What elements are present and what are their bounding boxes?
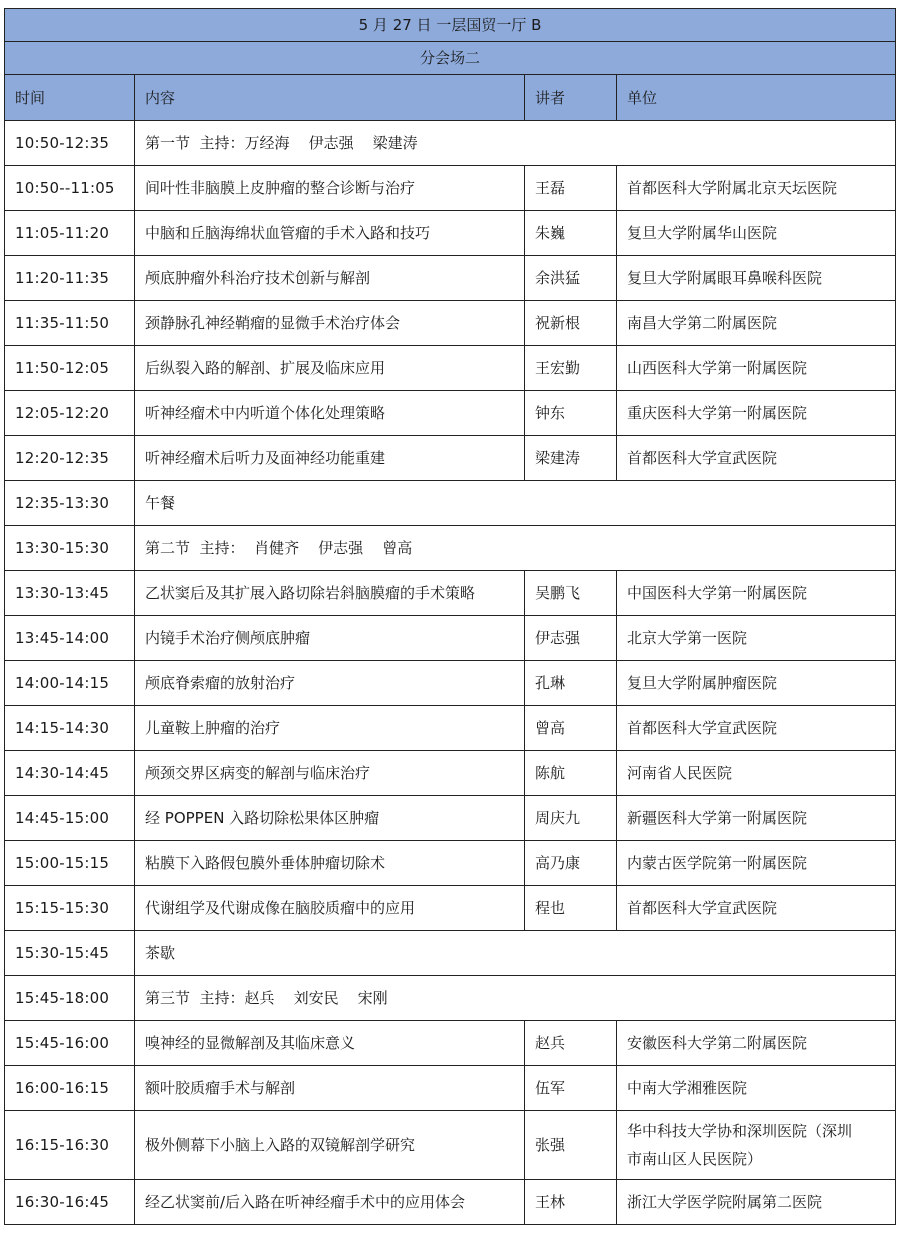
speaker-cell: 程也 — [525, 886, 617, 931]
table-row — [5, 301, 896, 346]
content-cell: 中脑和丘脑海绵状血管瘤的手术入路和技巧 — [135, 211, 525, 256]
time-cell: 10:50-12:35 — [5, 121, 135, 166]
unit-cell: 首都医科大学附属北京天坛医院 — [617, 166, 896, 211]
section-title-cell: 第一节 主持：万经海 伊志强 梁建涛 — [135, 121, 896, 166]
speaker-cell: 王林 — [525, 1180, 617, 1225]
break-cell: 午餐 — [135, 481, 896, 526]
unit-cell: 新疆医科大学第一附属医院 — [617, 796, 896, 841]
time-cell: 14:15-14:30 — [5, 706, 135, 751]
time-cell: 11:35-11:50 — [5, 301, 135, 346]
speaker-cell: 梁建涛 — [525, 436, 617, 481]
unit-cell: 复旦大学附属华山医院 — [617, 211, 896, 256]
time-cell: 14:30-14:45 — [5, 751, 135, 796]
unit-cell: 山西医科大学第一附属医院 — [617, 346, 896, 391]
speaker-cell: 王宏勤 — [525, 346, 617, 391]
unit-cell — [617, 1111, 896, 1180]
speaker-cell: 朱巍 — [525, 211, 617, 256]
table-row — [5, 571, 896, 616]
session-date-venue-row — [5, 9, 896, 42]
unit-cell: 重庆医科大学第一附属医院 — [617, 391, 896, 436]
speaker-cell: 高乃康 — [525, 841, 617, 886]
time-cell: 10:50--11:05 — [5, 166, 135, 211]
content-cell: 乙状窦后及其扩展入路切除岩斜脑膜瘤的手术策略 — [135, 571, 525, 616]
column-header-time: 时间 — [5, 75, 135, 121]
session-name-row — [5, 42, 896, 75]
schedule-table — [4, 8, 896, 1225]
section-row — [5, 976, 896, 1021]
section-title-cell: 第二节 主持： 肖健齐 伊志强 曾高 — [135, 526, 896, 571]
section-title-cell: 第三节 主持：赵兵 刘安民 宋刚 — [135, 976, 896, 1021]
content-cell: 听神经瘤术中内听道个体化处理策略 — [135, 391, 525, 436]
table-row — [5, 616, 896, 661]
speaker-cell: 吴鹏飞 — [525, 571, 617, 616]
speaker-cell: 王磊 — [525, 166, 617, 211]
break-row — [5, 481, 896, 526]
content-cell: 听神经瘤术后听力及面神经功能重建 — [135, 436, 525, 481]
speaker-cell: 曾高 — [525, 706, 617, 751]
time-cell: 16:15-16:30 — [5, 1111, 135, 1180]
table-row — [5, 436, 896, 481]
speaker-cell: 陈航 — [525, 751, 617, 796]
speaker-cell: 张强 — [525, 1111, 617, 1180]
table-row — [5, 166, 896, 211]
time-cell: 12:05-12:20 — [5, 391, 135, 436]
unit-line-1: 华中科技大学协和深圳医院（深圳 — [627, 1122, 853, 1140]
content-cell: 儿童鞍上肿瘤的治疗 — [135, 706, 525, 751]
speaker-cell: 钟东 — [525, 391, 617, 436]
table-row — [5, 1021, 896, 1066]
unit-cell: 北京大学第一医院 — [617, 616, 896, 661]
speaker-cell: 伍军 — [525, 1066, 617, 1111]
time-cell: 13:30-15:30 — [5, 526, 135, 571]
table-row — [5, 1180, 896, 1225]
speaker-cell: 祝新根 — [525, 301, 617, 346]
time-cell: 12:20-12:35 — [5, 436, 135, 481]
unit-cell: 河南省人民医院 — [617, 751, 896, 796]
column-header-unit: 单位 — [617, 75, 896, 121]
time-cell: 15:45-16:00 — [5, 1021, 135, 1066]
content-cell: 经 POPPEN 入路切除松果体区肿瘤 — [135, 796, 525, 841]
time-cell: 13:30-13:45 — [5, 571, 135, 616]
section-row — [5, 526, 896, 571]
unit-cell: 首都医科大学宣武医院 — [617, 706, 896, 751]
content-cell: 颈静脉孔神经鞘瘤的显微手术治疗体会 — [135, 301, 525, 346]
content-cell: 后纵裂入路的解剖、扩展及临床应用 — [135, 346, 525, 391]
time-cell: 16:30-16:45 — [5, 1180, 135, 1225]
speaker-cell: 周庆九 — [525, 796, 617, 841]
content-cell: 颅颈交界区病变的解剖与临床治疗 — [135, 751, 525, 796]
content-cell: 粘膜下入路假包膜外垂体肿瘤切除术 — [135, 841, 525, 886]
column-header-speaker: 讲者 — [525, 75, 617, 121]
content-cell: 极外侧幕下小脑上入路的双镜解剖学研究 — [135, 1111, 525, 1180]
content-cell: 额叶胶质瘤手术与解剖 — [135, 1066, 525, 1111]
content-cell: 间叶性非脑膜上皮肿瘤的整合诊断与治疗 — [135, 166, 525, 211]
column-header-row — [5, 75, 896, 121]
speaker-cell: 孔琳 — [525, 661, 617, 706]
time-cell: 12:35-13:30 — [5, 481, 135, 526]
table-row — [5, 751, 896, 796]
speaker-cell: 伊志强 — [525, 616, 617, 661]
session-date-venue: 5 月 27 日 一层国贸一厅 B — [5, 9, 896, 42]
break-row — [5, 931, 896, 976]
table-row — [5, 706, 896, 751]
unit-cell: 复旦大学附属眼耳鼻喉科医院 — [617, 256, 896, 301]
unit-line-2: 市南山区人民医院） — [627, 1150, 763, 1168]
time-cell: 11:20-11:35 — [5, 256, 135, 301]
content-cell: 经乙状窦前/后入路在听神经瘤手术中的应用体会 — [135, 1180, 525, 1225]
time-cell: 15:30-15:45 — [5, 931, 135, 976]
table-row — [5, 886, 896, 931]
section-row — [5, 121, 896, 166]
content-cell: 内镜手术治疗侧颅底肿瘤 — [135, 616, 525, 661]
table-row — [5, 1111, 896, 1180]
unit-cell: 首都医科大学宣武医院 — [617, 436, 896, 481]
unit-cell: 中南大学湘雅医院 — [617, 1066, 896, 1111]
table-row — [5, 796, 896, 841]
unit-cell: 浙江大学医学院附属第二医院 — [617, 1180, 896, 1225]
time-cell: 15:15-15:30 — [5, 886, 135, 931]
table-row — [5, 391, 896, 436]
content-cell: 嗅神经的显微解剖及其临床意义 — [135, 1021, 525, 1066]
unit-cell: 复旦大学附属肿瘤医院 — [617, 661, 896, 706]
time-cell: 15:00-15:15 — [5, 841, 135, 886]
content-cell: 代谢组学及代谢成像在脑胶质瘤中的应用 — [135, 886, 525, 931]
table-row — [5, 346, 896, 391]
session-name: 分会场二 — [5, 42, 896, 75]
speaker-cell: 赵兵 — [525, 1021, 617, 1066]
table-row — [5, 1066, 896, 1111]
table-row — [5, 841, 896, 886]
time-cell: 16:00-16:15 — [5, 1066, 135, 1111]
time-cell: 13:45-14:00 — [5, 616, 135, 661]
table-row — [5, 661, 896, 706]
table-row — [5, 256, 896, 301]
table-row — [5, 211, 896, 256]
unit-cell: 内蒙古医学院第一附属医院 — [617, 841, 896, 886]
content-cell: 颅底脊索瘤的放射治疗 — [135, 661, 525, 706]
time-cell: 11:50-12:05 — [5, 346, 135, 391]
content-cell: 颅底肿瘤外科治疗技术创新与解剖 — [135, 256, 525, 301]
unit-cell: 南昌大学第二附属医院 — [617, 301, 896, 346]
unit-cell: 首都医科大学宣武医院 — [617, 886, 896, 931]
time-cell: 15:45-18:00 — [5, 976, 135, 1021]
time-cell: 11:05-11:20 — [5, 211, 135, 256]
speaker-cell: 余洪猛 — [525, 256, 617, 301]
unit-cell: 中国医科大学第一附属医院 — [617, 571, 896, 616]
time-cell: 14:45-15:00 — [5, 796, 135, 841]
break-cell: 茶歇 — [135, 931, 896, 976]
time-cell: 14:00-14:15 — [5, 661, 135, 706]
column-header-content: 内容 — [135, 75, 525, 121]
unit-cell: 安徽医科大学第二附属医院 — [617, 1021, 896, 1066]
